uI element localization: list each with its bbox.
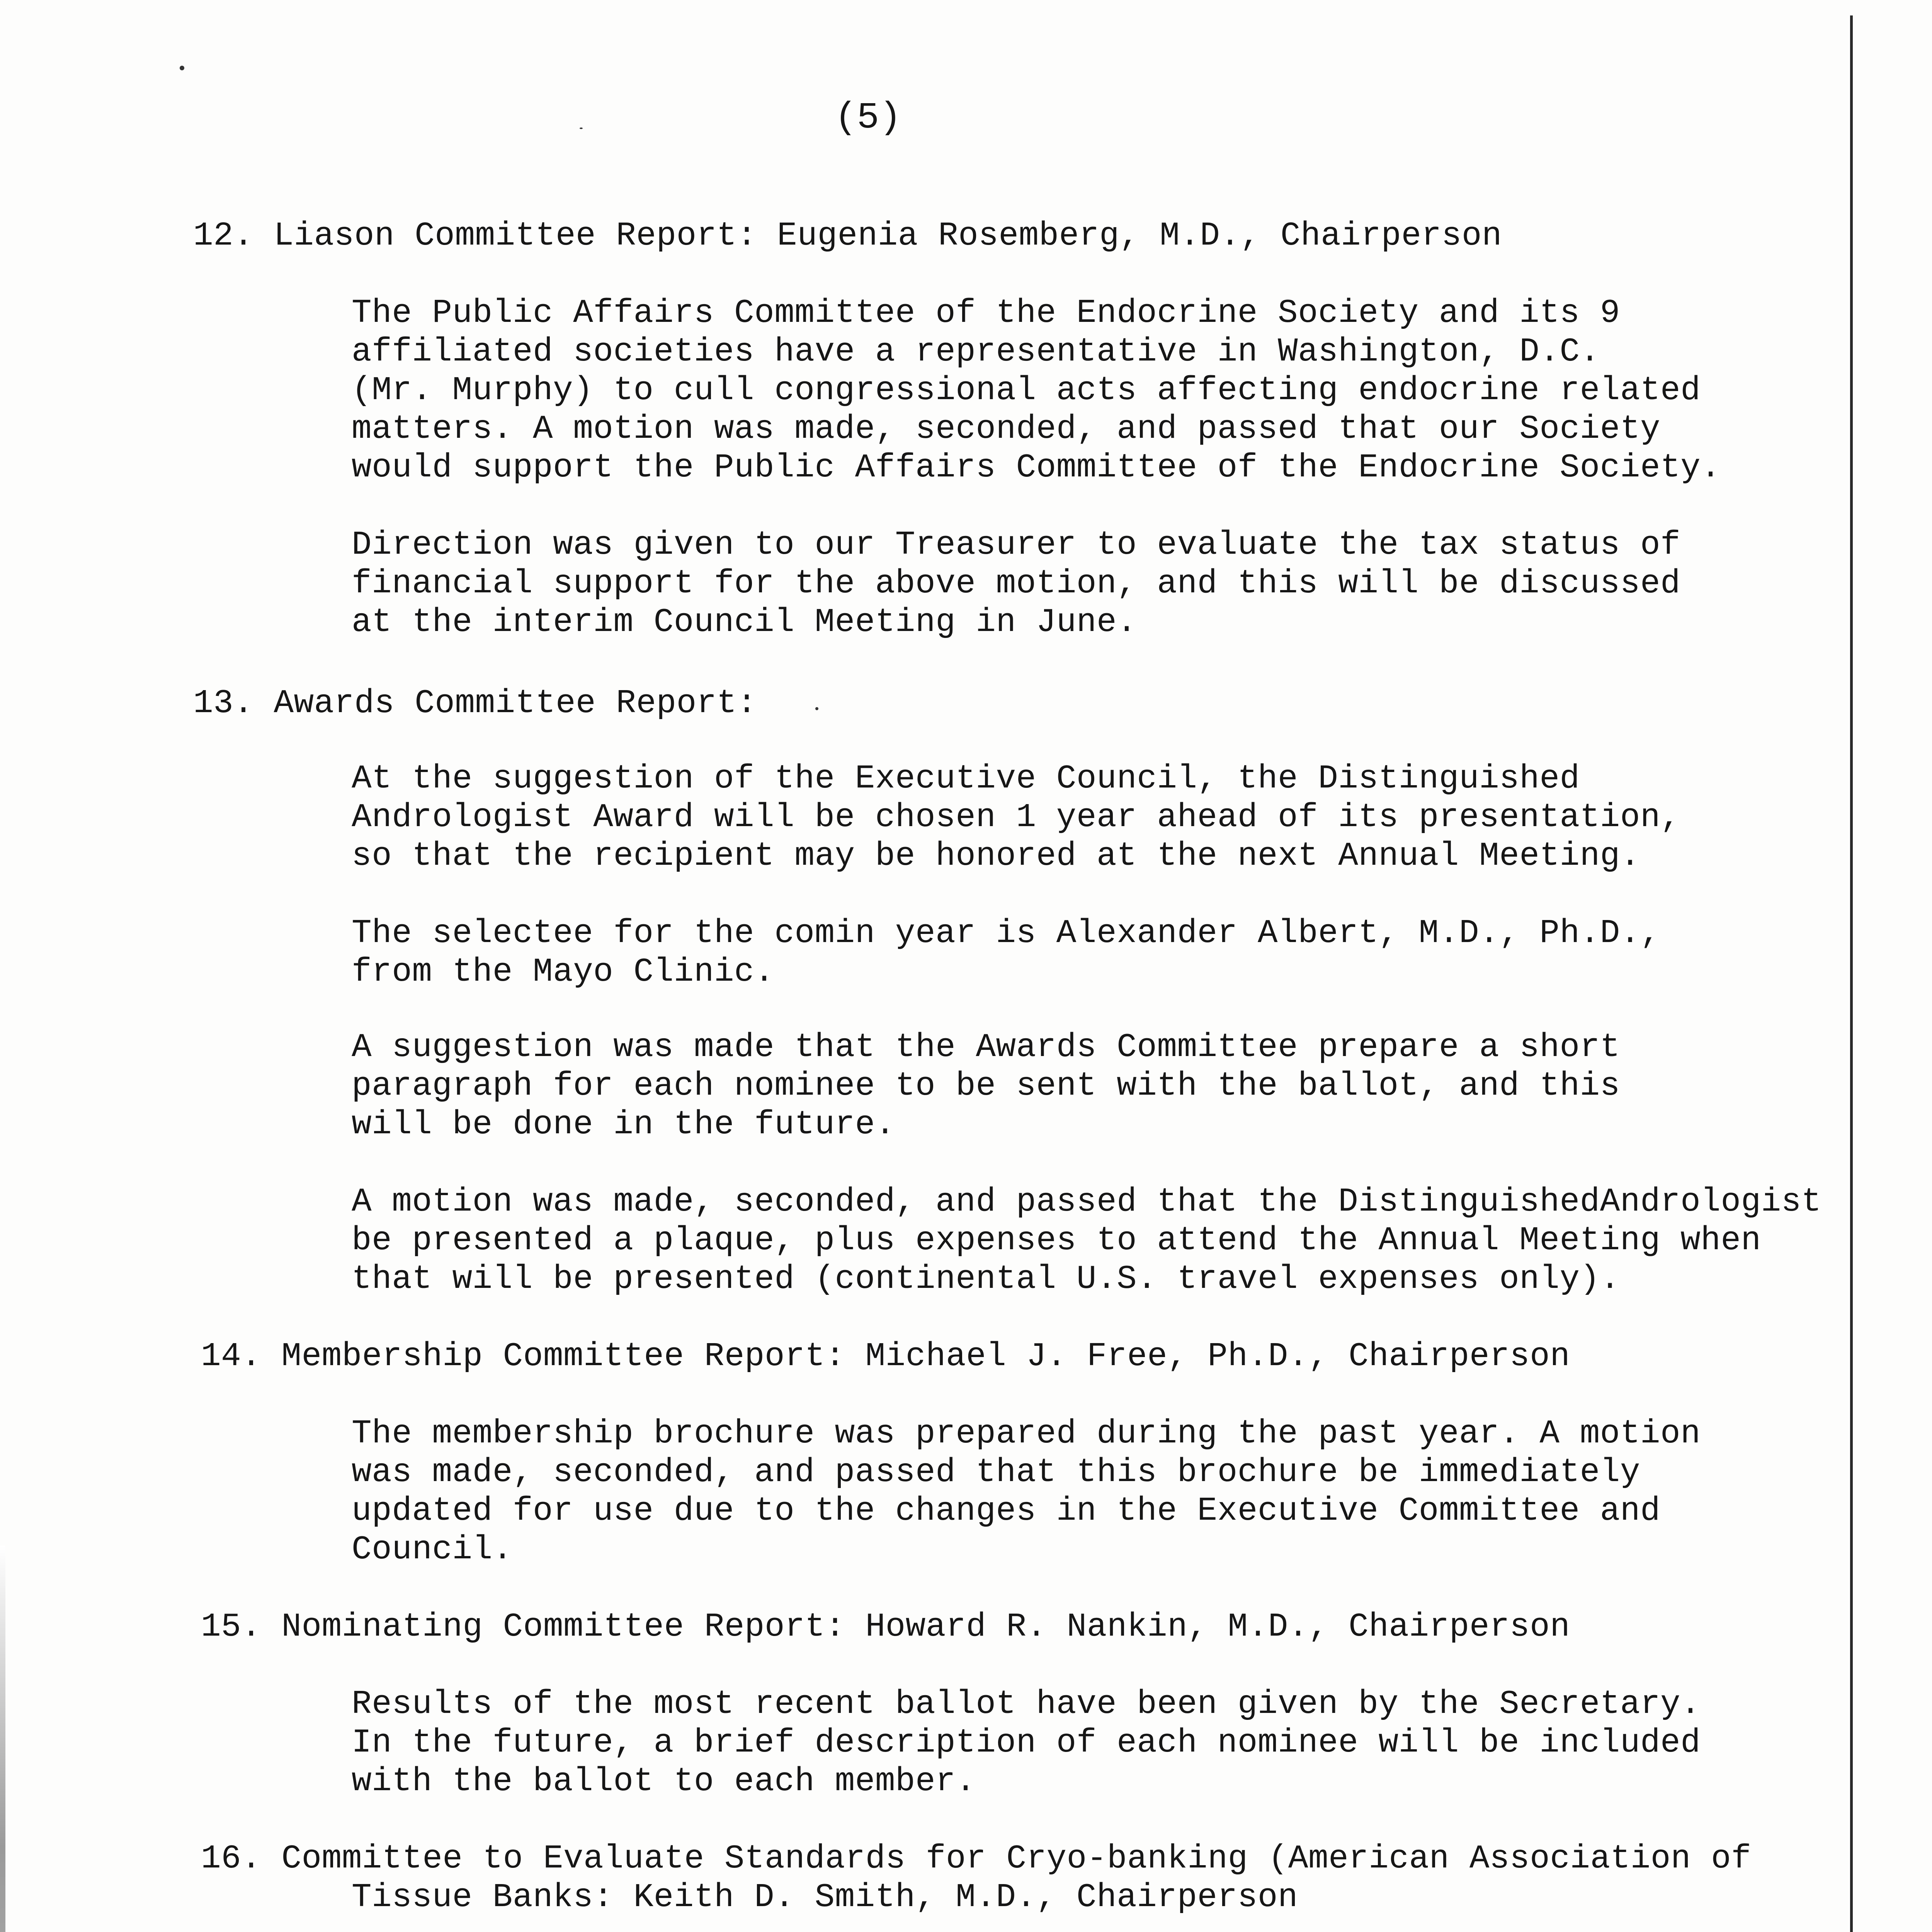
paragraph-line: The membership brochure was prepared during the past year. A motion — [352, 1415, 1701, 1452]
page-number: (5) — [835, 97, 901, 139]
paragraph-line: paragraph for each nominee to be sent with the ballot, and this — [352, 1067, 1620, 1105]
scan-edge-mark — [0, 1546, 5, 1932]
paragraph-line: financial support for the above motion, and this will be discussed — [352, 565, 1681, 602]
scan-speck — [815, 707, 818, 710]
paragraph-line: The selectee for the comin year is Alexander Albert, M.D., Ph.D., — [352, 914, 1661, 952]
section-heading-16-continued: Tissue Banks: Keith D. Smith, M.D., Chairperson — [352, 1878, 1298, 1916]
paragraph-line: (Mr. Murphy) to cull congressional acts affecting endocrine related — [352, 371, 1701, 409]
page-edge-line — [1850, 15, 1853, 1932]
section-heading-15: 15. Nominating Committee Report: Howard R. Nankin, M.D., Chairperson — [201, 1608, 1570, 1646]
paragraph-line: matters. A motion was made, seconded, and passed that our Society — [352, 410, 1661, 448]
paragraph-line: will be done in the future. — [352, 1105, 895, 1143]
section-heading-12: 12. Liason Committee Report: Eugenia Rosemberg, M.D., Chairperson — [193, 217, 1502, 255]
paragraph-line: Andrologist Award will be chosen 1 year ahead of its presentation, — [352, 798, 1681, 836]
paragraph-line: was made, seconded, and passed that this brochure be immediately — [352, 1453, 1640, 1491]
paragraph-line: so that the recipient may be honored at the next Annual Meeting. — [352, 837, 1640, 875]
paragraph-line: from the Mayo Clinic. — [352, 953, 775, 991]
paragraph-line: A motion was made, seconded, and passed that the DistinguishedAndrologist — [352, 1183, 1821, 1221]
scan-speck — [180, 66, 184, 70]
paragraph-line: Direction was given to our Treasurer to evaluate the tax status of — [352, 526, 1681, 564]
paragraph-line: at the interim Council Meeting in June. — [352, 603, 1137, 641]
paragraph-line: be presented a plaque, plus expenses to attend the Annual Meeting when — [352, 1221, 1761, 1259]
paragraph-line: In the future, a brief description of each nominee will be included — [352, 1724, 1701, 1762]
section-heading-13: 13. Awards Committee Report: — [193, 684, 757, 722]
paragraph-line: updated for use due to the changes in the Executive Committee and — [352, 1492, 1661, 1530]
paragraph-line: that will be presented (continental U.S. travel expenses only). — [352, 1260, 1620, 1298]
section-heading-16: 16. Committee to Evaluate Standards for Cryo-banking (American Association of — [201, 1840, 1752, 1878]
paragraph-line: At the suggestion of the Executive Council, the Distinguished — [352, 760, 1580, 798]
scan-speck — [580, 128, 583, 129]
paragraph-line: would support the Public Affairs Committee of the Endocrine Society. — [352, 449, 1721, 486]
section-heading-14: 14. Membership Committee Report: Michael J. Free, Ph.D., Chairperson — [201, 1337, 1570, 1375]
paragraph-line: with the ballot to each member. — [352, 1762, 976, 1800]
paragraph-line: A suggestion was made that the Awards Committee prepare a short — [352, 1028, 1620, 1066]
paragraph-line: affiliated societies have a representative in Washington, D.C. — [352, 333, 1600, 371]
paragraph-line: The Public Affairs Committee of the Endocrine Society and its 9 — [352, 294, 1620, 332]
paragraph-line: Results of the most recent ballot have been given by the Secretary. — [352, 1685, 1701, 1723]
paragraph-line: Council. — [352, 1531, 513, 1568]
